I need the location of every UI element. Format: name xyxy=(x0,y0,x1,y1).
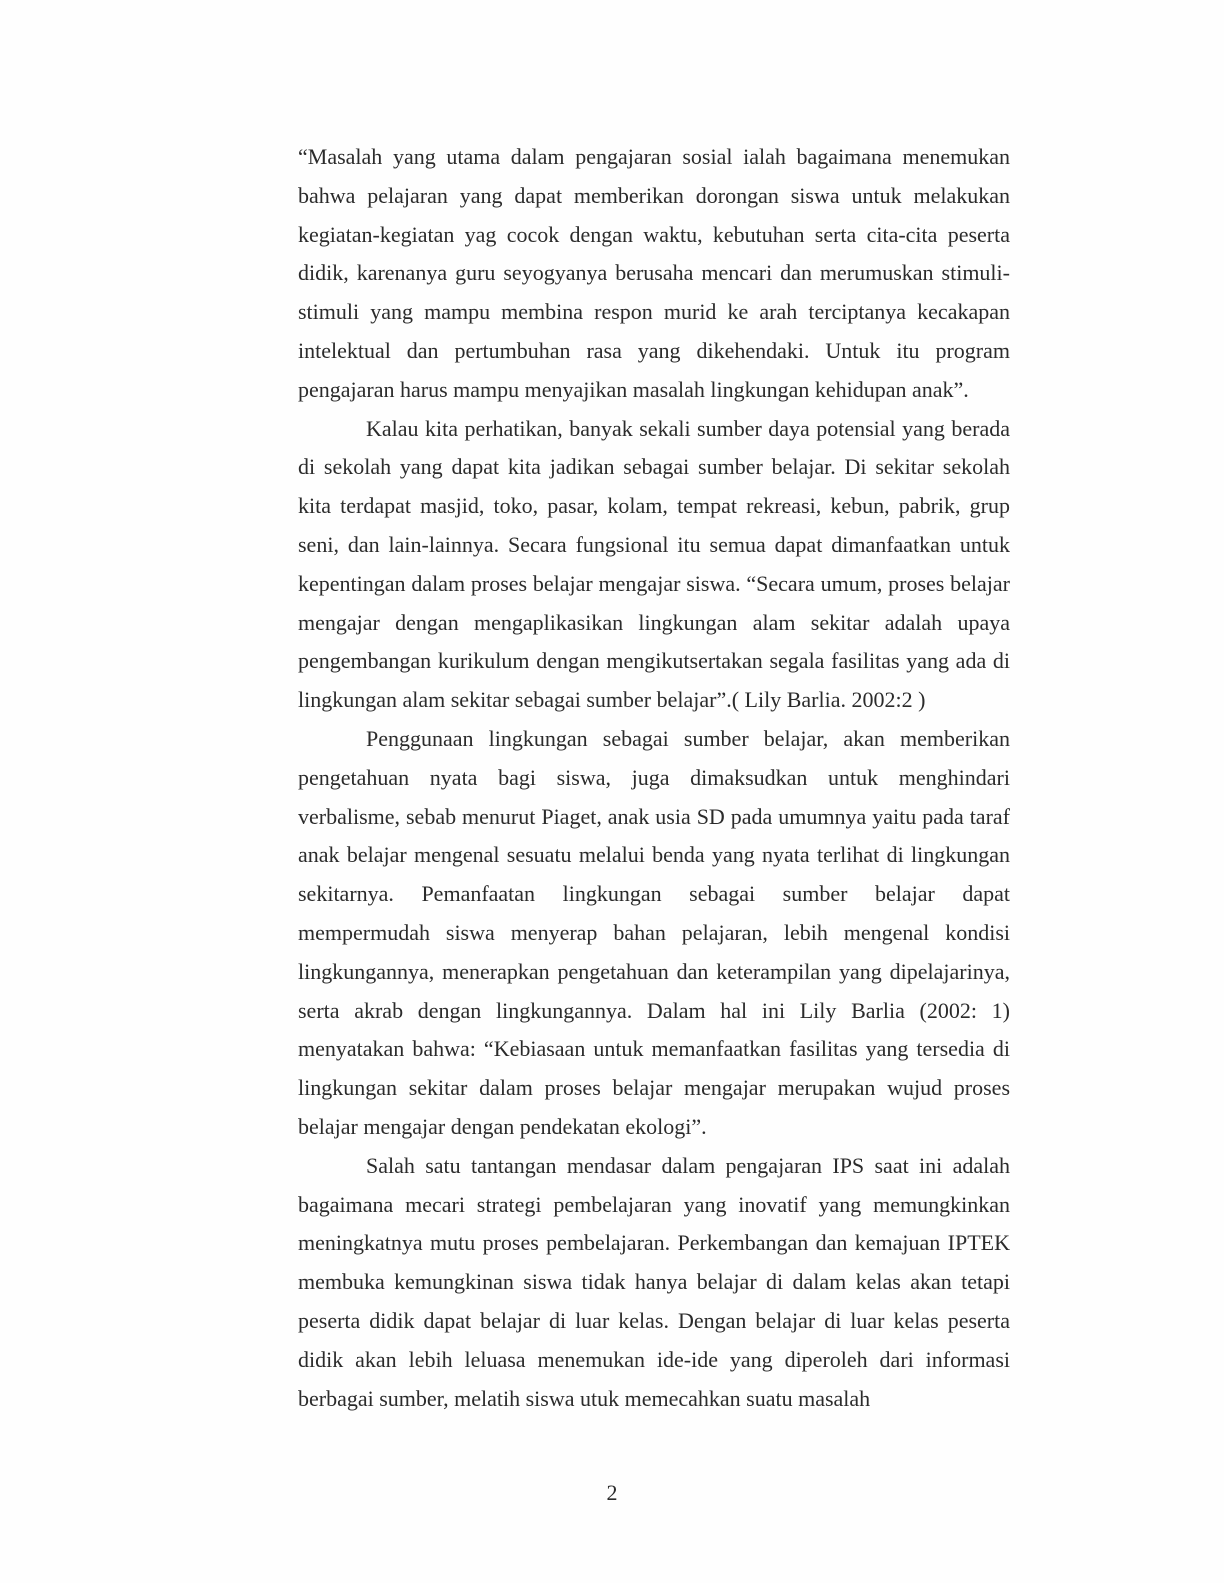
paragraph-learning-resources: Kalau kita perhatikan, banyak sekali sumber daya potensial yang berada di sekolah yang dapat kita jadikan sebagai sumber belajar. Di sekitar sekolah kita terdapat masjid, toko, pasar, kolam, tempat rekreasi, kebun, pabrik, grup seni, dan lain-lainnya. Secara fungsional itu semua dapat dimanfaatkan untuk kepentingan dalam proses belajar mengajar siswa. “Secara umum, proses belajar mengajar dengan mengaplikasikan lingkungan alam sekitar adalah upaya pengembangan kurikulum dengan mengikutsertakan segala fasilitas yang ada di lingkungan alam sekitar sebagai sumber belajar”.( Lily Barlia. 2002:2 ) xyxy=(298,415,1010,713)
paragraph-ips-challenge: Salah satu tantangan mendasar dalam pengajaran IPS saat ini adalah bagaimana mecari strategi pembelajaran yang inovatif yang memungkinkan meningkatnya mutu proses pembelajaran. Perkembangan dan kemajuan IPTEK membuka kemungkinan siswa tidak hanya belajar di dalam kelas akan tetapi peserta didik dapat belajar di luar kelas. Dengan belajar di luar kelas peserta didik akan lebih leluasa menemukan ide-ide yang diperoleh dari informasi berbagai sumber, melatih siswa utuk memecahkan suatu masalah xyxy=(298,1152,1010,1411)
page-number: 2 xyxy=(606,1480,618,1505)
paragraph-environment-usage: Penggunaan lingkungan sebagai sumber belajar, akan memberikan pengetahuan nyata bagi siswa, juga dimaksudkan untuk menghindari verbalisme, sebab menurut Piaget, anak usia SD pada umumnya yaitu pada taraf anak belajar mengenal sesuatu melalui benda yang nyata terlihat di lingkungan sekitarnya. Pemanfaatan lingkungan sebagai sumber belajar dapat mempermudah siswa menyerap bahan pelajaran, lebih mengenal kondisi lingkungannya, menerapkan pengetahuan dan keterampilan yang dipelajarinya, serta akrab dengan lingkungannya. Dalam hal ini Lily Barlia (2002: 1) menyatakan bahwa: “Kebiasaan untuk memanfaatkan fasilitas yang tersedia di lingkungan sekitar dalam proses belajar mengajar merupakan wujud proses belajar mengajar dengan pendekatan ekologi”. xyxy=(298,725,1010,1139)
body-text xyxy=(298,138,1010,1418)
paragraph-quote: “Masalah yang utama dalam pengajaran sosial ialah bagaimana menemukan bahwa pelajaran yang dapat memberikan dorongan siswa untuk melakukan kegiatan-kegiatan yag cocok dengan waktu, kebutuhan serta cita-cita peserta didik, karenanya guru seyogyanya berusaha mencari dan merumuskan stimuli-stimuli yang mampu membina respon murid ke arah terciptanya kecakapan intelektual dan pertumbuhan rasa yang dikehendaki. Untuk itu program pengajaran harus mampu menyajikan masalah lingkungan kehidupan anak”. xyxy=(298,144,1010,402)
